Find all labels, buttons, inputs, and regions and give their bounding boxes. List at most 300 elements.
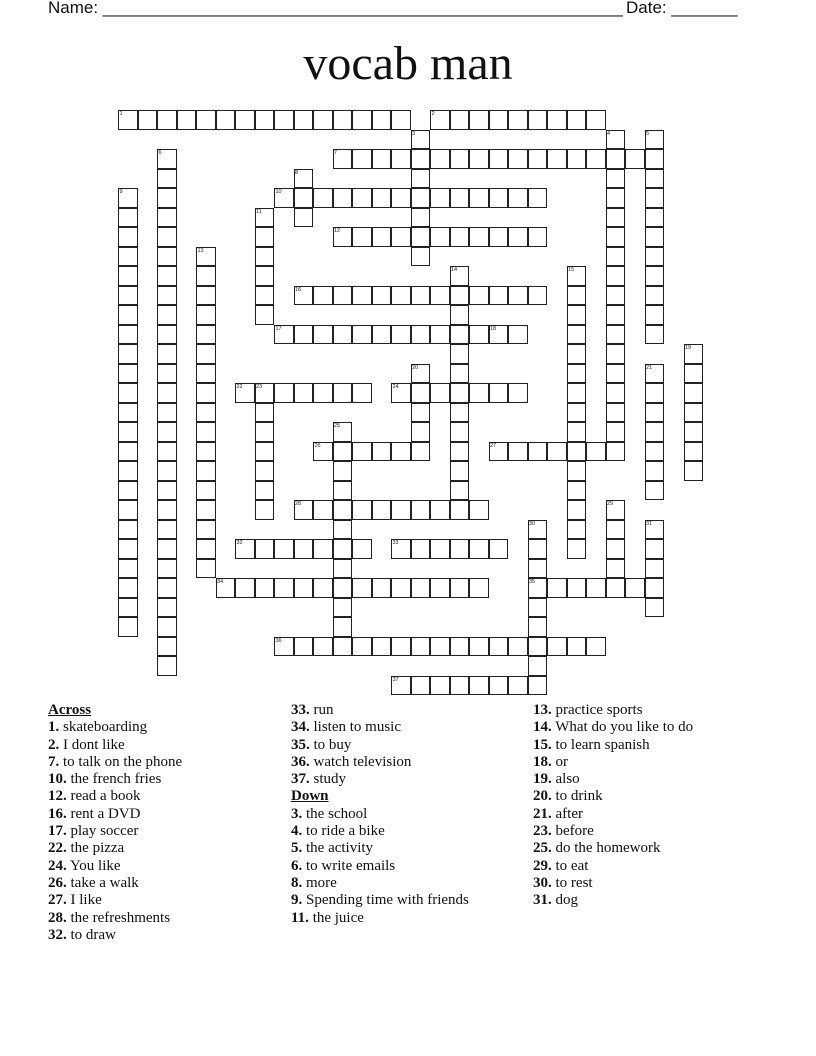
grid-cell[interactable] — [547, 442, 567, 462]
grid-cell[interactable] — [547, 578, 567, 598]
grid-cell[interactable] — [567, 520, 587, 540]
grid-cell[interactable] — [450, 481, 470, 501]
grid-cell[interactable] — [391, 325, 411, 345]
grid-cell[interactable] — [255, 305, 275, 325]
grid-cell[interactable] — [372, 442, 392, 462]
grid-cell[interactable] — [528, 442, 548, 462]
grid-cell[interactable] — [196, 325, 216, 345]
grid-cell[interactable] — [645, 266, 665, 286]
grid-cell[interactable] — [645, 383, 665, 403]
grid-cell[interactable] — [469, 500, 489, 520]
grid-cell[interactable] — [333, 559, 353, 579]
grid-cell[interactable] — [567, 637, 587, 657]
grid-cell[interactable] — [157, 286, 177, 306]
grid-cell[interactable] — [450, 383, 470, 403]
grid-cell[interactable] — [469, 188, 489, 208]
grid-cell[interactable] — [333, 461, 353, 481]
grid-cell[interactable] — [157, 325, 177, 345]
grid-cell[interactable] — [313, 500, 333, 520]
grid-cell[interactable] — [528, 676, 548, 696]
grid-cell[interactable] — [411, 325, 431, 345]
grid-cell[interactable] — [294, 383, 314, 403]
grid-cell[interactable] — [606, 559, 626, 579]
grid-cell[interactable] — [411, 188, 431, 208]
grid-cell[interactable] — [157, 403, 177, 423]
grid-cell[interactable] — [430, 539, 450, 559]
grid-cell[interactable] — [411, 676, 431, 696]
grid-cell[interactable] — [255, 266, 275, 286]
grid-cell[interactable] — [333, 325, 353, 345]
grid-cell[interactable] — [118, 461, 138, 481]
grid-cell[interactable] — [118, 247, 138, 267]
grid-cell[interactable] — [157, 637, 177, 657]
grid-cell[interactable] — [625, 578, 645, 598]
grid-cell[interactable] — [391, 188, 411, 208]
grid-cell[interactable] — [528, 637, 548, 657]
grid-cell[interactable] — [489, 227, 509, 247]
grid-cell[interactable] — [294, 539, 314, 559]
grid-cell[interactable] — [294, 578, 314, 598]
grid-cell[interactable] — [684, 461, 704, 481]
grid-cell[interactable] — [255, 403, 275, 423]
grid-cell[interactable] — [118, 305, 138, 325]
grid-cell[interactable] — [372, 500, 392, 520]
grid-cell[interactable] — [372, 325, 392, 345]
grid-cell[interactable] — [450, 325, 470, 345]
grid-cell[interactable] — [274, 383, 294, 403]
grid-cell[interactable] — [157, 520, 177, 540]
grid-cell[interactable] — [118, 559, 138, 579]
grid-cell[interactable] — [606, 539, 626, 559]
grid-cell[interactable] — [118, 266, 138, 286]
grid-cell[interactable] — [684, 442, 704, 462]
grid-cell[interactable] — [430, 383, 450, 403]
grid-cell[interactable] — [528, 539, 548, 559]
grid-cell[interactable] — [508, 110, 528, 130]
grid-cell[interactable] — [567, 110, 587, 130]
grid-cell[interactable] — [469, 110, 489, 130]
grid-cell[interactable] — [118, 442, 138, 462]
grid-cell[interactable] — [411, 578, 431, 598]
grid-cell[interactable] — [138, 110, 158, 130]
grid-cell[interactable] — [196, 481, 216, 501]
grid-cell[interactable] — [157, 461, 177, 481]
grid-cell[interactable] — [372, 188, 392, 208]
grid-cell[interactable] — [196, 383, 216, 403]
grid-cell[interactable] — [255, 442, 275, 462]
grid-cell[interactable] — [157, 500, 177, 520]
grid-cell[interactable] — [333, 442, 353, 462]
grid-cell[interactable] — [196, 461, 216, 481]
grid-cell[interactable] — [450, 188, 470, 208]
grid-cell[interactable] — [157, 598, 177, 618]
grid-cell[interactable] — [645, 481, 665, 501]
grid-cell[interactable] — [528, 286, 548, 306]
grid-cell[interactable] — [274, 110, 294, 130]
grid-cell[interactable] — [118, 481, 138, 501]
grid-cell[interactable] — [567, 383, 587, 403]
grid-cell[interactable] — [645, 461, 665, 481]
grid-cell[interactable] — [313, 110, 333, 130]
grid-cell[interactable] — [489, 539, 509, 559]
grid-cell[interactable] — [391, 637, 411, 657]
grid-cell[interactable] — [645, 559, 665, 579]
grid-cell[interactable] — [372, 637, 392, 657]
grid-cell[interactable] — [411, 149, 431, 169]
grid-cell[interactable] — [255, 500, 275, 520]
grid-cell[interactable] — [391, 578, 411, 598]
grid-cell[interactable] — [606, 227, 626, 247]
grid-cell[interactable] — [196, 403, 216, 423]
grid-cell[interactable] — [118, 422, 138, 442]
grid-cell[interactable] — [352, 110, 372, 130]
grid-cell[interactable] — [645, 247, 665, 267]
grid-cell[interactable] — [489, 188, 509, 208]
grid-cell[interactable] — [352, 442, 372, 462]
grid-cell[interactable] — [391, 500, 411, 520]
grid-cell[interactable] — [118, 520, 138, 540]
grid-cell[interactable] — [177, 110, 197, 130]
grid-cell[interactable] — [333, 500, 353, 520]
grid-cell[interactable] — [157, 169, 177, 189]
grid-cell[interactable] — [216, 110, 236, 130]
grid-cell[interactable] — [450, 149, 470, 169]
grid-cell[interactable] — [196, 305, 216, 325]
grid-cell[interactable] — [489, 637, 509, 657]
grid-cell[interactable] — [196, 559, 216, 579]
grid-cell[interactable] — [157, 481, 177, 501]
grid-cell[interactable] — [606, 422, 626, 442]
grid-cell[interactable] — [196, 442, 216, 462]
grid-cell[interactable] — [567, 442, 587, 462]
grid-cell[interactable] — [645, 403, 665, 423]
grid-cell[interactable] — [508, 325, 528, 345]
grid-cell[interactable] — [606, 247, 626, 267]
grid-cell[interactable] — [528, 188, 548, 208]
grid-cell[interactable] — [157, 442, 177, 462]
grid-cell[interactable] — [508, 227, 528, 247]
grid-cell[interactable] — [255, 578, 275, 598]
grid-cell[interactable] — [450, 676, 470, 696]
grid-cell[interactable] — [118, 598, 138, 618]
grid-cell[interactable] — [489, 383, 509, 403]
grid-cell[interactable] — [469, 227, 489, 247]
grid-cell[interactable] — [372, 227, 392, 247]
grid-cell[interactable] — [118, 286, 138, 306]
grid-cell[interactable] — [157, 208, 177, 228]
grid-cell[interactable] — [606, 442, 626, 462]
grid-cell[interactable] — [118, 208, 138, 228]
grid-cell[interactable] — [157, 305, 177, 325]
grid-cell[interactable] — [196, 500, 216, 520]
grid-cell[interactable] — [411, 383, 431, 403]
grid-cell[interactable] — [430, 500, 450, 520]
grid-cell[interactable] — [352, 500, 372, 520]
grid-cell[interactable] — [489, 286, 509, 306]
grid-cell[interactable] — [411, 247, 431, 267]
grid-cell[interactable] — [411, 637, 431, 657]
grid-cell[interactable] — [645, 578, 665, 598]
grid-cell[interactable] — [430, 149, 450, 169]
grid-cell[interactable] — [684, 422, 704, 442]
grid-cell[interactable] — [391, 442, 411, 462]
grid-cell[interactable] — [411, 286, 431, 306]
grid-cell[interactable] — [333, 286, 353, 306]
grid-cell[interactable] — [567, 422, 587, 442]
grid-cell[interactable] — [157, 364, 177, 384]
grid-cell[interactable] — [469, 325, 489, 345]
grid-cell[interactable] — [157, 559, 177, 579]
grid-cell[interactable] — [118, 364, 138, 384]
grid-cell[interactable] — [118, 383, 138, 403]
grid-cell[interactable] — [294, 325, 314, 345]
grid-cell[interactable] — [567, 149, 587, 169]
grid-cell[interactable] — [645, 188, 665, 208]
grid-cell[interactable] — [430, 578, 450, 598]
grid-cell[interactable] — [547, 149, 567, 169]
grid-cell[interactable] — [157, 247, 177, 267]
grid-cell[interactable] — [391, 149, 411, 169]
grid-cell[interactable] — [391, 110, 411, 130]
grid-cell[interactable] — [352, 578, 372, 598]
grid-cell[interactable] — [567, 305, 587, 325]
grid-cell[interactable] — [274, 539, 294, 559]
grid-cell[interactable] — [606, 169, 626, 189]
grid-cell[interactable] — [469, 383, 489, 403]
grid-cell[interactable] — [450, 286, 470, 306]
grid-cell[interactable] — [411, 500, 431, 520]
grid-cell[interactable] — [508, 442, 528, 462]
grid-cell[interactable] — [528, 110, 548, 130]
grid-cell[interactable] — [333, 578, 353, 598]
grid-cell[interactable] — [567, 403, 587, 423]
grid-cell[interactable] — [411, 442, 431, 462]
grid-cell[interactable] — [118, 617, 138, 637]
grid-cell[interactable] — [606, 208, 626, 228]
grid-cell[interactable] — [333, 539, 353, 559]
grid-cell[interactable] — [157, 110, 177, 130]
grid-cell[interactable] — [118, 578, 138, 598]
grid-cell[interactable] — [411, 227, 431, 247]
grid-cell[interactable] — [450, 344, 470, 364]
grid-cell[interactable] — [586, 149, 606, 169]
grid-cell[interactable] — [430, 188, 450, 208]
grid-cell[interactable] — [606, 266, 626, 286]
grid-cell[interactable] — [235, 578, 255, 598]
grid-cell[interactable] — [333, 637, 353, 657]
grid-cell[interactable] — [255, 227, 275, 247]
grid-cell[interactable] — [352, 188, 372, 208]
grid-cell[interactable] — [586, 637, 606, 657]
grid-cell[interactable] — [313, 637, 333, 657]
grid-cell[interactable] — [469, 578, 489, 598]
grid-cell[interactable] — [567, 578, 587, 598]
grid-cell[interactable] — [313, 188, 333, 208]
grid-cell[interactable] — [489, 110, 509, 130]
grid-cell[interactable] — [469, 676, 489, 696]
grid-cell[interactable] — [645, 208, 665, 228]
grid-cell[interactable] — [255, 539, 275, 559]
grid-cell[interactable] — [547, 637, 567, 657]
grid-cell[interactable] — [352, 637, 372, 657]
grid-cell[interactable] — [313, 539, 333, 559]
grid-cell[interactable] — [372, 149, 392, 169]
grid-cell[interactable] — [606, 364, 626, 384]
grid-cell[interactable] — [255, 286, 275, 306]
grid-cell[interactable] — [430, 676, 450, 696]
grid-cell[interactable] — [567, 344, 587, 364]
grid-cell[interactable] — [430, 325, 450, 345]
grid-cell[interactable] — [450, 305, 470, 325]
grid-cell[interactable] — [450, 539, 470, 559]
grid-cell[interactable] — [333, 481, 353, 501]
grid-cell[interactable] — [372, 110, 392, 130]
grid-cell[interactable] — [157, 617, 177, 637]
grid-cell[interactable] — [586, 110, 606, 130]
grid-cell[interactable] — [274, 578, 294, 598]
grid-cell[interactable] — [528, 149, 548, 169]
grid-cell[interactable] — [333, 110, 353, 130]
grid-cell[interactable] — [606, 188, 626, 208]
grid-cell[interactable] — [411, 169, 431, 189]
grid-cell[interactable] — [606, 344, 626, 364]
grid-cell[interactable] — [255, 461, 275, 481]
grid-cell[interactable] — [157, 422, 177, 442]
grid-cell[interactable] — [118, 539, 138, 559]
grid-cell[interactable] — [157, 188, 177, 208]
grid-cell[interactable] — [333, 598, 353, 618]
grid-cell[interactable] — [450, 461, 470, 481]
grid-cell[interactable] — [430, 227, 450, 247]
grid-cell[interactable] — [294, 637, 314, 657]
grid-cell[interactable] — [606, 520, 626, 540]
grid-cell[interactable] — [411, 539, 431, 559]
grid-cell[interactable] — [411, 208, 431, 228]
grid-cell[interactable] — [196, 110, 216, 130]
grid-cell[interactable] — [430, 637, 450, 657]
grid-cell[interactable] — [157, 383, 177, 403]
grid-cell[interactable] — [528, 617, 548, 637]
grid-cell[interactable] — [645, 169, 665, 189]
grid-cell[interactable] — [255, 247, 275, 267]
grid-cell[interactable] — [450, 227, 470, 247]
grid-cell[interactable] — [645, 598, 665, 618]
grid-cell[interactable] — [157, 266, 177, 286]
grid-cell[interactable] — [567, 364, 587, 384]
grid-cell[interactable] — [372, 286, 392, 306]
grid-cell[interactable] — [469, 637, 489, 657]
grid-cell[interactable] — [567, 500, 587, 520]
grid-cell[interactable] — [313, 578, 333, 598]
grid-cell[interactable] — [352, 227, 372, 247]
grid-cell[interactable] — [645, 325, 665, 345]
grid-cell[interactable] — [586, 442, 606, 462]
grid-cell[interactable] — [645, 422, 665, 442]
grid-cell[interactable] — [157, 656, 177, 676]
grid-cell[interactable] — [313, 383, 333, 403]
grid-cell[interactable] — [430, 286, 450, 306]
grid-cell[interactable] — [352, 325, 372, 345]
grid-cell[interactable] — [645, 539, 665, 559]
grid-cell[interactable] — [157, 578, 177, 598]
grid-cell[interactable] — [157, 539, 177, 559]
grid-cell[interactable] — [450, 403, 470, 423]
grid-cell[interactable] — [352, 286, 372, 306]
grid-cell[interactable] — [411, 422, 431, 442]
grid-cell[interactable] — [450, 422, 470, 442]
grid-cell[interactable] — [255, 422, 275, 442]
grid-cell[interactable] — [508, 188, 528, 208]
grid-cell[interactable] — [450, 364, 470, 384]
grid-cell[interactable] — [118, 325, 138, 345]
grid-cell[interactable] — [255, 481, 275, 501]
grid-cell[interactable] — [255, 110, 275, 130]
grid-cell[interactable] — [450, 637, 470, 657]
grid-cell[interactable] — [469, 286, 489, 306]
grid-cell[interactable] — [684, 403, 704, 423]
grid-cell[interactable] — [625, 149, 645, 169]
grid-cell[interactable] — [294, 208, 314, 228]
grid-cell[interactable] — [333, 188, 353, 208]
grid-cell[interactable] — [196, 286, 216, 306]
grid-cell[interactable] — [391, 286, 411, 306]
grid-cell[interactable] — [508, 637, 528, 657]
grid-cell[interactable] — [352, 539, 372, 559]
grid-cell[interactable] — [333, 520, 353, 540]
grid-cell[interactable] — [645, 227, 665, 247]
grid-cell[interactable] — [391, 227, 411, 247]
grid-cell[interactable] — [118, 344, 138, 364]
grid-cell[interactable] — [528, 559, 548, 579]
grid-cell[interactable] — [508, 149, 528, 169]
grid-cell[interactable] — [645, 305, 665, 325]
grid-cell[interactable] — [450, 110, 470, 130]
grid-cell[interactable] — [606, 383, 626, 403]
grid-cell[interactable] — [606, 305, 626, 325]
grid-cell[interactable] — [450, 578, 470, 598]
grid-cell[interactable] — [450, 442, 470, 462]
grid-cell[interactable] — [684, 364, 704, 384]
grid-cell[interactable] — [567, 286, 587, 306]
grid-cell[interactable] — [645, 442, 665, 462]
grid-cell[interactable] — [196, 520, 216, 540]
grid-cell[interactable] — [118, 403, 138, 423]
grid-cell[interactable] — [294, 110, 314, 130]
grid-cell[interactable] — [352, 383, 372, 403]
grid-cell[interactable] — [606, 578, 626, 598]
grid-cell[interactable] — [606, 403, 626, 423]
grid-cell[interactable] — [684, 383, 704, 403]
grid-cell[interactable] — [235, 110, 255, 130]
grid-cell[interactable] — [469, 539, 489, 559]
grid-cell[interactable] — [333, 617, 353, 637]
grid-cell[interactable] — [118, 227, 138, 247]
grid-cell[interactable] — [157, 344, 177, 364]
grid-cell[interactable] — [352, 149, 372, 169]
grid-cell[interactable] — [333, 383, 353, 403]
grid-cell[interactable] — [118, 500, 138, 520]
grid-cell[interactable] — [489, 149, 509, 169]
grid-cell[interactable] — [547, 110, 567, 130]
grid-cell[interactable] — [196, 422, 216, 442]
grid-cell[interactable] — [196, 539, 216, 559]
grid-cell[interactable] — [528, 598, 548, 618]
grid-cell[interactable] — [606, 325, 626, 345]
grid-cell[interactable] — [567, 325, 587, 345]
grid-cell[interactable] — [645, 286, 665, 306]
grid-cell[interactable] — [450, 500, 470, 520]
grid-cell[interactable] — [469, 149, 489, 169]
